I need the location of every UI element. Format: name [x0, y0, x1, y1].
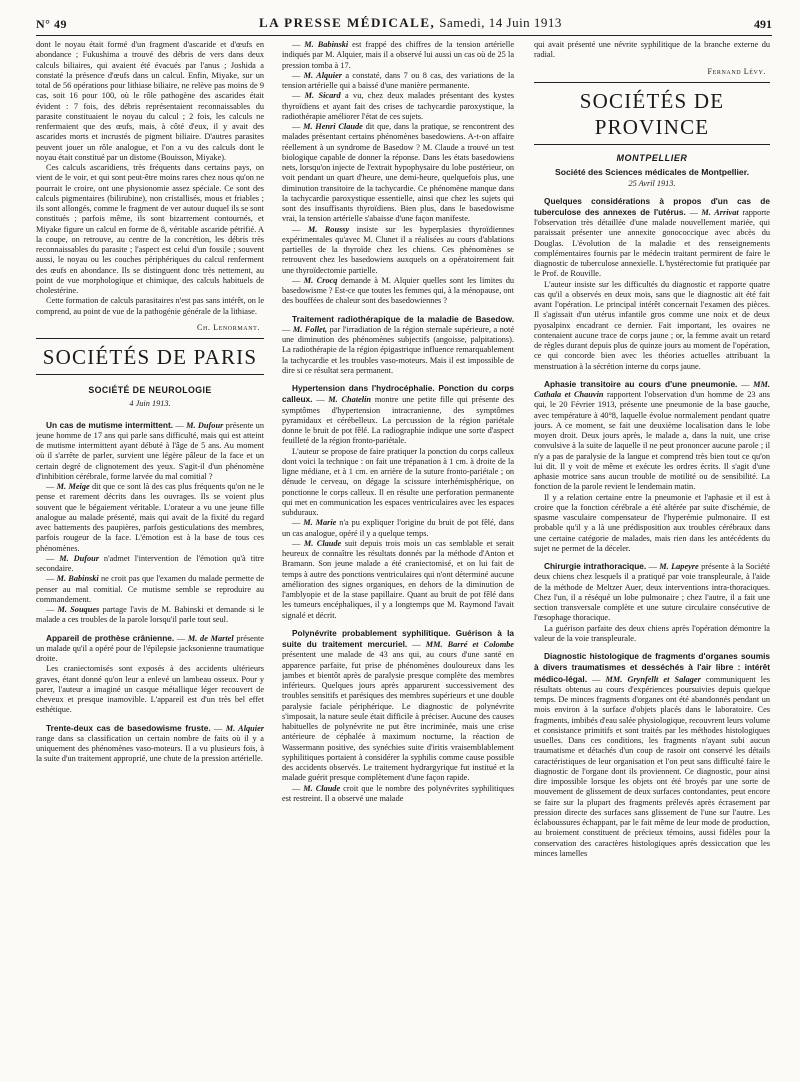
comment-text: suit depuis trois mois un cas semblable et serait heureux de connaître les résultats donnés par la méthode d'Anton et Bramann. Son jeune malade a été craniectomisé, et on lui fait de temps à autre des ponctions ventriculaires qui n'ont déterminé aucune amélioration des signes organiques, en dehors de la diminution de l'amblyopie et de la stase papillaire. Quant au bruit de pot fêlé dans les tumeurs encéphaliques, il y a longtemps que M. Raymond l'avait signalé et décrit. [282, 538, 514, 620]
comment-author: M. Claude [303, 538, 342, 548]
comment-text: a vu, chez deux malades présentant des kystes thyroïdiens et ayant fait des crises de tachycardie paroxystique, la radiothérapie améliorer l'état de ces sujets. [282, 91, 514, 121]
paragraph: qui avait présenté une névrite syphilitique de la branche externe du radial. [534, 40, 770, 60]
article: Traitement radiothérapique de la maladie de Basedow. — M. Follet, par l'irradiation de la région sternale supérieure, a noté une diminution des phénomènes subjectifs (angoisse, palpitations). La radiothérapie de la région épigastrique influence remarquablement la tachycardie et les troubles vaso-moteurs. Mais il est impossible de dire si ce résultat sera permanent. [282, 313, 514, 375]
article-author: M. de Martel [187, 633, 234, 643]
comment-author: M. Henri Claude [303, 122, 363, 131]
article: Chirurgie intrathoracique. — M. Lapeyre présente à la Société deux chiens chez lesquels il a pratiqué par voie transpleurale, à l'aide de la méthode de Meltzer Auer, deux interventions intra-thoraciques. Chez l'un, il a réséqué un lobe pulmonaire ; chez l'autre, il a fait une section transversale complète et une suture circulaire consécutive de l'œsophage thoracique. [534, 561, 770, 623]
article-text: présente un jeune homme de 17 ans qui parle sans difficulté, mais qui est atteint de mutisme intermittent ayant débuté à l'âge de 5 ans. Au moment où il s'arrête de parler, survient une légère pâleur de la face et un certain degré de clignotement des yeux. S'agit-il d'un phénomène d'inhibition cérébrale, forme larvée du mal comitial ? [36, 420, 264, 481]
article: Quelques considérations à propos d'un cas de tuberculose des annexes de l'utérus. — M. Arrivat rapporte l'observation très détaillée d'une malade nouvellement mariée, qui paraissait présenter une annexite gonococcique avec abcès du Douglas. L'évolution de la maladie et des renseignements complémentaires fournis par le médecin traitant permirent de faire le diagnostic de tuberculose annexielle. L'hystérectomie fut pratiquée par le Prof. de Rouville. [534, 195, 770, 279]
comment-text: n'a pu expliquer l'origine du bruit de pot fêlé, dans un cas analogue, opéré il y a quelque temps. [282, 518, 514, 538]
article-title: Chirurgie intrathoracique. [544, 561, 647, 571]
article-text: communiquent les résultats obtenus au cours d'expériences poursuivies depuis quelque temps. De minces fragments d'organes ont été abandonnés pendant un mois environ à la surface d'objets placés dans le laboratoire. Ces fragments, imbibés d'eau salée physiologique, recouvrent leurs volume et consistance primitifs et sont traités par les méthodes histologiques usuelles. Dans ces conditions, les fragments n'ayant subi aucun traumatisme et détachés d'un coup de rasoir ont conservé les détails caractéristiques de leur organisation et l'on peut sans difficulté faire le diagnostic de l'organe dont ils proviennent. Ce diagnostic, pour ainsi dire impossible lorsque les objets ont été broyés par une sorte de mouvement de glissement de deux surfaces contondantes, peut encore se faire sur la plupart des fragments prélevés après écrasement par pression directe des surfaces sans glissement de l'une sur l'autre. Les éclaboussures échappant, par le fait même de leur mode de production, au broiement constituent de précieux témoins, aussi fidèles pour la conservation des caractères histologiques après dessiccation que les minces lamelles [534, 674, 770, 858]
comment-text: partage l'avis de M. Babinski et demande si le malade a ces troubles de la parole lorsqu'il parle tout seul. [36, 605, 264, 625]
article-text: par l'irradiation de la région sternale supérieure, a noté une diminution des phénomènes subjectifs (angoisse, palpitations). La radiothérapie de la région épigastrique influence remarquablement la tachycardie et les troubles vaso-moteurs. Mais il est impossible de dire si ce résultat sera permanent. [282, 324, 514, 375]
column-right [534, 40, 770, 1072]
article-title: Quelques considérations à propos d'un cas de tuberculose des annexes de l'utérus. [534, 195, 770, 217]
comment-text: demande à M. Alquier quelles sont les limites du basedowisme ? Est-ce que toutes les femmes qui, à la ménopause, ont des bouffées de chaleur sont des basedowiennes ? [282, 275, 514, 306]
article-title: Polynévrite probablement syphilitique. Guérison à la suite du traitement mercuriel. [282, 627, 514, 649]
comment: — M. Claude suit depuis trois mois un cas semblable et serait heureux de connaître les résultats donnés par la méthode d'Anton et Bramann. Son jeune malade a été craniectomisé, et on lui fait de temps à autre des ponctions ventriculaires qui n'ont déterminé aucune amélioration des signes organiques, en dehors de la diminution de l'amblyopie et de la stase papillaire. Quant au bruit de pot fêlé dans les tumeurs encéphaliques, il y a longtemps que M. Raymond l'avait signalé et décrit. [282, 538, 514, 620]
comment-text: n'admet l'intervention de l'émotion qu'à titre secondaire. [36, 553, 264, 573]
article: Polynévrite probablement syphilitique. Guérison à la suite du traitement mercuriel. — MM. Barré et Colombe présentent une malade de 43 ans qui, au cours d'une santé en apparence parfaite, fut prise de phénomènes douloureux dans les jambes et bientôt après de paralysie presque complète des membres inférieurs. Quelques jours après apparurent successivement des troubles sensitifs et parésiques des membres supérieurs et une double paralysie faciale périphérique. Le diagnostic de polynévrite s'imposait, la nature seule était difficile à préciser. Aucune des causes habituelles de polynévrite ne put être incriminée, mais une crise antérieure de céphalée à maximum nocturne, la réaction de Wassermann positive, des synéchies suite d'iritis vraisemblablement syphilitiques portaient à considérer la syphilis comme cause possible des accidents observés. Le traitement hydrargyrique fut institué et la malade guérit presque complètement d'une façon rapide. [282, 627, 514, 783]
comment-author: M. Souques [57, 605, 100, 614]
comment-text: dit que ce sont là des cas plus fréquents qu'on ne le pense et rarement décrits dans les ouvrages. Ils se voient plus souvent que le bégaiement véritable. L'orateur a vu une jeune fille analogue au malade présenté, mais qui avait de la fixité du regard avec battements des paupières, parfois gesticulations des membres, parfois rougeur de la face. L'émotion est à la base de tous ces phénomènes. [36, 482, 264, 553]
article-text: montre une petite fille qui présente des symptômes d'hypertension intracranienne, des symptômes pyramidaux et cérébelleux. La percussion de la région pariétale donne le bruit de pot fêlé. La radiographie indique une sorte d'aspect feuilleté de la région fronto-pariétale. [282, 395, 514, 446]
article-author: M. Alquier [225, 723, 264, 733]
meeting-date: 4 Juin 1913. [129, 399, 171, 409]
comment-author: M. Meige [56, 482, 90, 491]
section-header [36, 340, 264, 375]
comment: — M. Babinski ne croit pas que l'examen du malade permette de penser au mal comitial. Ce mutisme semble se reproduire au commandement. [36, 574, 264, 604]
article-text: présente à la Société deux chiens chez lesquels il a pratiqué par voie transpleurale, à l'aide de la méthode de Meltzer Auer, deux interventions intra-thoraciques. Chez l'un, il a réséqué un lobe pulmonaire ; chez l'autre, il a fait une section transversale complète et une suture circulaire consécutive de l'œsophage thoracique. [534, 562, 770, 623]
comment: — M. Alquier a constaté, dans 7 ou 8 cas, des variations de la tension artérielle qui a baissé d'une manière permanente. [282, 70, 514, 90]
masthead [259, 14, 562, 32]
column-middle [282, 40, 514, 1072]
comment: — M. Sicard a vu, chez deux malades présentant des kystes thyroïdiens et ayant fait des crises de tachycardie paroxystique, la radiothérapie améliorer l'état de ces sujets. [282, 91, 514, 121]
page-header [36, 14, 772, 36]
article-text: rapporte l'observation très détaillée d'une malade nouvellement mariée, qui paraissait présenter une annexite gonococcique avec abcès du Douglas. L'évolution de la maladie et des renseignements complémentaires fournis par le médecin traitant permirent de faire le diagnostic de tuberculose annexielle. L'hystérectomie fut pratiquée par le Prof. de Rouville. [534, 207, 770, 279]
article-author: M. Arrivat [701, 207, 739, 217]
meeting-date: 25 Avril 1913. [628, 179, 676, 189]
article: Diagnostic histologique de fragments d'organes soumis à divers traumatismes et desséchés à l'air libre : intérêt médico-légal. — MM. Grynfellt et Salager communiquent les résultats obtenus au cours d'expériences poursuivies depuis quelque temps. De minces fragments d'organes ont été abandonnés pendant un mois environ à la surface d'objets placés dans le laboratoire. Ces fragments, imbibés d'eau salée physiologique, recouvrent leurs volume et consistance primitifs et sont traités par les méthodes histologiques usuelles. Dans ces conditions, les fragments n'ayant subi aucun traumatisme et détachés d'un coup de rasoir ont conservé les détails caractéristiques de leur organisation et l'on peut sans difficulté faire le diagnostic de l'organe dont ils proviennent. Ce diagnostic, pour ainsi dire impossible lorsque les objets ont été broyés par une sorte de mouvement de glissement de deux surfaces contondantes, peut encore se faire sur la plupart des fragments prélevés après écrasement par pression directe des surfaces sans glissement de l'une sur l'autre. Les éclaboussures échappant, par le fait même de leur mode de production, au broiement constituent de précieux témoins, aussi fidèles pour la conservation des caractères histologiques après dessiccation que les minces lamelles [534, 651, 770, 858]
journal-title: LA PRESSE MÉDICALE, [259, 15, 436, 30]
column-left [36, 40, 264, 1072]
article-title: Un cas de mutisme intermittent. [46, 419, 174, 430]
comment: — M. Meige dit que ce sont là des cas plus fréquents qu'on ne le pense et rarement décrits dans les ouvrages. Ils se voient plus souvent que le bégaiement véritable. L'orateur a vu une jeune fille analogue au malade présenté, mais qui avait de la fixité du regard avec battements des paupières, parfois gesticulations des membres, parfois rougeur de la face. L'émotion est à la base de tous ces phénomènes. [36, 482, 264, 553]
author-signature: Ch. Lenormant. [197, 322, 260, 332]
comment-author: M. Crocq [303, 275, 338, 285]
comment-author: M. Babinski [304, 40, 349, 49]
divider [534, 82, 770, 83]
author-signature: Fernand Lévy. [707, 66, 766, 76]
paragraph: Ces calculs ascaridiens, très fréquents dans certains pays, on vient de le voir, et qui sont peut-être moins rares chez nous qu'on ne pourrait le croire, ont une physionomie assez spéciale. Ce sont des calculs pigmentaires (bilirubine), non cristallisés, mous et friables ; ils sont allongés, comme le fragment de ver autour duquel ils se sont constitués ; parfois même, ils sont bizarrement contournés, et Miyake figure un calcul en forme de 8, véritable ascaride pétrifié. A la coupe, on retrouve, au centre de la concrétion, les débris très reconnaissables du parasite ; l'aspect est celui d'un fossile ; souvent aussi, le noyau ou les couches périphériques du calcul renferment des œufs en abondance. Ils se distinguent donc très nettement, au point de vue morphologique et chimique, des calculs habituels de cholestérine. [36, 163, 264, 295]
comment-author: M. Marie [303, 518, 337, 528]
comment-author: M. Roussy [307, 224, 350, 234]
comment: — M. Souques partage l'avis de M. Babinski et demande si le malade a ces troubles de la parole lorsqu'il parle tout seul. [36, 605, 264, 625]
comment: — M. Crocq demande à M. Alquier quelles sont les limites du basedowisme ? Est-ce que toutes les femmes qui, à la ménopause, ont des bouffées de chaleur sont des basedowiennes ? [282, 275, 514, 306]
society-name: SOCIÉTÉ DE NEUROLOGIE [88, 385, 212, 395]
comment-text: dit que, dans la pratique, se rencontrent des malades présentant certains phénomènes basedowiens. A-t-on affaire réellement à un syndrome de Basedow ? M. Claude a trouvé un test biologique capable de donner la réponse. Dans les états basedowiens nets, lorsqu'on injecte de l'extrait hypophysaire du lobe postérieur, on voit pendant un quart d'heure, une demi-heure, quelquefois plus, une diminution transitoire de la tachycardie. Ce phénomène manque dans la tachycardie paroxystique essentielle, ainsi que chez les sujets qui sont des insuffisants thyroïdiens. Bien plus, dans le basedowisme vrai, la tension artérielle s'abaisse d'une façon manifeste. [282, 122, 514, 224]
comment-author: M. Claude [303, 783, 341, 793]
paragraph: Les craniectomisés sont exposés à des accidents ultérieurs graves, étant donné qu'on leur a enlevé un lambeau osseux. Pour y parer, l'auteur a imaginé un casque métallique léger recouvert de cheveux et presque inamovible. L'appareil est d'un très bel effet esthétique. [36, 664, 264, 715]
comment-text: croit que le nombre des polynévrites syphilitiques est restreint. Il a observé une malade [282, 783, 514, 803]
divider [36, 338, 264, 339]
article: Appareil de prothèse crânienne. — M. de Martel présente un malade qu'il a opéré pour de l'épilepsie jacksonienne traumatique droite. [36, 632, 264, 663]
section-header [534, 84, 770, 145]
society-name: Société des Sciences médicales de Montpellier. [555, 167, 749, 177]
article-text: présentent une malade de 43 ans qui, au cours d'une santé en apparence parfaite, fut prise de phénomènes douloureux dans les jambes et bientôt après de paralysie presque complète des membres inférieurs. Quelques jours après apparurent successivement des troubles sensitifs et parésiques des membres supérieurs et une double paralysie faciale périphérique. Le diagnostic de polynévrite s'imposait, la nature seule était difficile à préciser. Aucune des causes habituelles de polynévrite ne put être incriminée, mais une crise antérieure de céphalée à maximum nocturne, la réaction de Wassermann positive, des synéchies suite d'iritis vraisemblablement syphilitiques portaient à considérer la syphilis comme cause possible des accidents observés. Le traitement hydrargyrique fut institué et la malade guérit presque complètement d'une façon rapide. [282, 650, 514, 783]
article: Trente-deux cas de basedowisme fruste. — M. Alquier range dans sa classification un certain nombre de faits où il y a uniquement des phénomènes vaso-moteurs. Il a vu plusieurs fois, à la suite d'un traitement approprié, une chute de la pression artérielle. [36, 722, 264, 764]
article-author: M. Lapeyre [659, 562, 699, 571]
article-author: MM. Cathala et Chauvin [534, 379, 770, 399]
paragraph: Il y a relation certaine entre la pneumonie et l'aphasie et il est à croire que la fonction cérébrale a été altérée par suite d'ischémie, de spasme vasculaire compensateur de l'hyperémie pulmonaire. Il est probable qu'il y a là une prédisposition aux troubles cérébraux dans une certaine catégorie de malades, mais rien dans les antécédents du sujet ne permet de la déceler. [534, 492, 770, 553]
article-title: Traitement radiothérapique de la maladie de Basedow. [292, 313, 514, 324]
article-author: M. Dufour [186, 420, 224, 430]
article-title: Appareil de prothèse crânienne. [46, 632, 175, 643]
paragraph: dont le noyau était formé d'un fragment d'ascaride et d'œufs en abondance ; Fukushima a trouvé des débris de vers dans deux calculs biliaires, qui avaient été évacués par l'anus ; Joshida a constaté la présence d'œufs dans un calcul. Enfin, Miyake, sur un total de 56 opérations pour lithiase biliaire, ne relève pas moins de 9 cas, soit 16 pour 100, où le rôle pathogène des ascarides était évident : 7 fois, des débris représentaient reconnaissables du parasite constituaient le noyau du calcul ; 2 fois, les calculs ne renfermaient que des œufs, mais, à côté d'eux, il y avait des ascarides morts et incrustés de pigment biliaire. D'autres parasites peuvent jouer un rôle analogue, et l'on a vu des calculs dont le noyau était constitué par un distome (Bouisson, Miyake). [36, 40, 264, 162]
issue-date: Samedi, 14 Juin 1913 [439, 15, 562, 30]
comment-author: M. Dufour [59, 553, 99, 563]
paragraph: La guérison parfaite des deux chiens après l'opération démontre la valeur de la voie transpleurale. [534, 623, 770, 643]
article-text: présente un malade qu'il a opéré pour de l'épilepsie jacksonienne traumatique droite. [36, 633, 264, 663]
article-author: M. Chatelin [328, 395, 372, 405]
article-title: Diagnostic histologique de fragments d'organes soumis à divers traumatismes et desséchés à l'air libre : intérêt médico-légal. [534, 651, 770, 684]
page-number: 491 [754, 17, 772, 31]
article: Un cas de mutisme intermittent. — M. Dufour présente un jeune homme de 17 ans qui parle sans difficulté, mais qui est atteint de mutisme intermittent ayant débuté à l'âge de 5 ans. Au moment où il s'arrête de parler, survient une légère pâleur de la face et un certain degré de clignotement des yeux. S'agit-il d'un phénomène d'inhibition cérébrale, forme larvée du mal comitial ? [36, 419, 264, 481]
section-title: SOCIÉTÉS DE PARIS [42, 345, 258, 369]
comment: — M. Henri Claude dit que, dans la pratique, se rencontrent des malades présentant certains phénomènes basedowiens. A-t-on affaire réellement à un syndrome de Basedow ? M. Claude a trouvé un test biologique capable de donner la réponse. Dans les états basedowiens nets, lorsqu'on injecte de l'extrait hypophysaire du lobe postérieur, on voit pendant un quart d'heure, une demi-heure, quelquefois plus, une diminution transitoire de la tachycardie. Ce phénomène manque dans la tachycardie paroxystique essentielle, ainsi que chez les sujets qui sont des insuffisants thyroïdiens. Bien plus, dans le basedowisme vrai, la tension artérielle s'abaisse d'une façon manifeste. [282, 122, 514, 224]
paragraph: Cette formation de calculs parasitaires n'est pas sans intérêt, on le comprend, au point de vue de la pathogénie générale de la lithiase. [36, 296, 264, 316]
comment-author: M. Sicard [304, 91, 341, 101]
article-text: rapportent l'observation d'un homme de 23 ans qui, le 20 Février 1913, présente une pneumonie de la base gauche, avec température à 40°8, laquelle évolue normalement pendant quatre jours. A ce moment, se fait une deuxième localisation dans le lobe moyen droit. Deux jours après, le malade a, dans la nuit, une crise convulsive à la suite de laquelle il ne peut prononcer aucune parole ; il n'y a pas de paralysie de la langue et comprend très bien tout ce qu'on lui dit. Il y voit de même et exécute les ordres écrits. Il s'agit d'une aphasie motrice sans aucun trouble de motilité ou de sensibilité. La fonction de la parole revient le lendemain matin. [534, 390, 770, 492]
issue-number: N° 49 [36, 17, 67, 31]
article-text: range dans sa classification un certain nombre de faits où il y a uniquement des phénomènes vaso-moteurs. Il a vu plusieurs fois, à la suite d'un traitement approprié, une chute de la pression artérielle. [36, 733, 264, 764]
article-title: Hypertension dans l'hydrocéphalie. Ponction du corps calleux. [282, 383, 514, 405]
comment: — M. Marie n'a pu expliquer l'origine du bruit de pot fêlé, dans un cas analogue, opéré il y a quelque temps. [282, 518, 514, 538]
comment: — M. Dufour n'admet l'intervention de l'émotion qu'à titre secondaire. [36, 553, 264, 573]
article: Aphasie transitoire au cours d'une pneumonie. — MM. Cathala et Chauvin rapportent l'observation d'un homme de 23 ans qui, le 20 Février 1913, présente une pneumonie de la base gauche, avec température à 40°8, laquelle évolue normalement pendant quatre jours. A ce moment, se fait une deuxième localisation dans le lobe moyen droit. Deux jours après, le malade a, dans la nuit, une crise convulsive à la suite de laquelle il ne peut prononcer aucune parole ; il n'y a pas de paralysie de la langue et comprend très bien tout ce qu'on lui dit. Il y voit de même et exécute les ordres écrits. Il s'agit d'une aphasie motrice sans aucun trouble de motilité ou de sensibilité. La fonction de la parole revient le lendemain matin. [534, 378, 770, 492]
comment: — M. Claude croit que le nombre des polynévrites syphilitiques est restreint. Il a observé une malade [282, 783, 514, 803]
article-author: M. Follet, [292, 324, 328, 334]
article-title: Trente-deux cas de basedowisme fruste. [46, 722, 211, 733]
article-author: MM. Barré et Colombe [425, 640, 514, 649]
comment-author: M. Babinski [56, 574, 99, 584]
comment: — M. Babinski est frappé des chiffres de la tension artérielle indiqués par M. Alquier, mais il a observé lui aussi un cas où de 25 la pression tomba à 17. [282, 40, 514, 70]
article-title: Aphasie transitoire au cours d'une pneumonie. [544, 378, 738, 389]
paragraph: L'auteur se propose de faire pratiquer la ponction du corps calleux dont voici la technique : on fait une trépanation à 1 cm. à droite de la ligne médiane, et à 1 cm. en arrière de la suture fronto-pariétale ; on dénude le cerveau, on dégage la scissure interhémisphérique, on ponctionne le corps calleux. Il en résulte une perforation permanente qui met en communication les espaces ventriculaires avec les espaces subduraux. [282, 446, 514, 517]
comment-text: est frappé des chiffres de la tension artérielle indiqués par M. Alquier, mais il a observé lui aussi un cas où de 25 la pression tomba à 17. [282, 40, 514, 70]
paragraph: L'auteur insiste sur les difficultés du diagnostic et rapporte quatre cas qu'il a observés en deux mois, sans que le diagnostic ait été fait avant l'opération. Le principal intérêt concernait l'examen des pièces. Il s'agissait d'un utérus infantile gros comme une noix et de deux pyosalpinx encadrant ce dernier. Fait important, les ovaires ne contenaient aucune trace de corps jaune ; or, la femme avait un retard de règles durant depuis plus de quinze jours au moment de l'opération, ce qui concorde bien avec les théories actuelles attribuant la menstruation à la sécrétion interne du corps jaune. [534, 279, 770, 371]
article: Hypertension dans l'hydrocéphalie. Ponction du corps calleux. — M. Chatelin montre une petite fille qui présente des symptômes d'hypertension intracranienne, des symptômes pyramidaux et cérébelleux. La percussion de la région pariétale donne le bruit de pot fêlé. La radiographie indique une sorte d'aspect feuilleté de la région fronto-pariétale. [282, 383, 514, 446]
section-title: SOCIÉTÉS DE PROVINCE [579, 88, 725, 139]
article-author: MM. Grynfellt et Salager [605, 674, 701, 684]
comment-text: a constaté, dans 7 ou 8 cas, des variations de la tension artérielle qui a baissé d'une manière permanente. [282, 70, 514, 90]
comment: — M. Roussy insiste sur les hyperplasies thyroïdiennes expérimentales qu'avec M. Clunet il a réalisées au cours d'ablations partielles de la thyroïde chez les chiens. Ces phénomènes se retrouvent chez les basedowiens auxquels on a opératoirement fait une thyroïdectomie partielle. [282, 224, 514, 275]
comment-author: M. Alquier [303, 70, 342, 80]
comment-text: ne croit pas que l'examen du malade permette de penser au mal comitial. Ce mutisme semble se reproduire au commandement. [36, 574, 264, 604]
comment-text: insiste sur les hyperplasies thyroïdiennes expérimentales qu'avec M. Clunet il a réalisées au cours d'ablations partielles de la thyroïde chez les chiens. Ces phénomènes se retrouvent chez les basedowiens auxquels on a opératoirement fait une thyroïdectomie partielle. [282, 224, 514, 275]
city-name: MONTPELLIER [616, 152, 688, 163]
